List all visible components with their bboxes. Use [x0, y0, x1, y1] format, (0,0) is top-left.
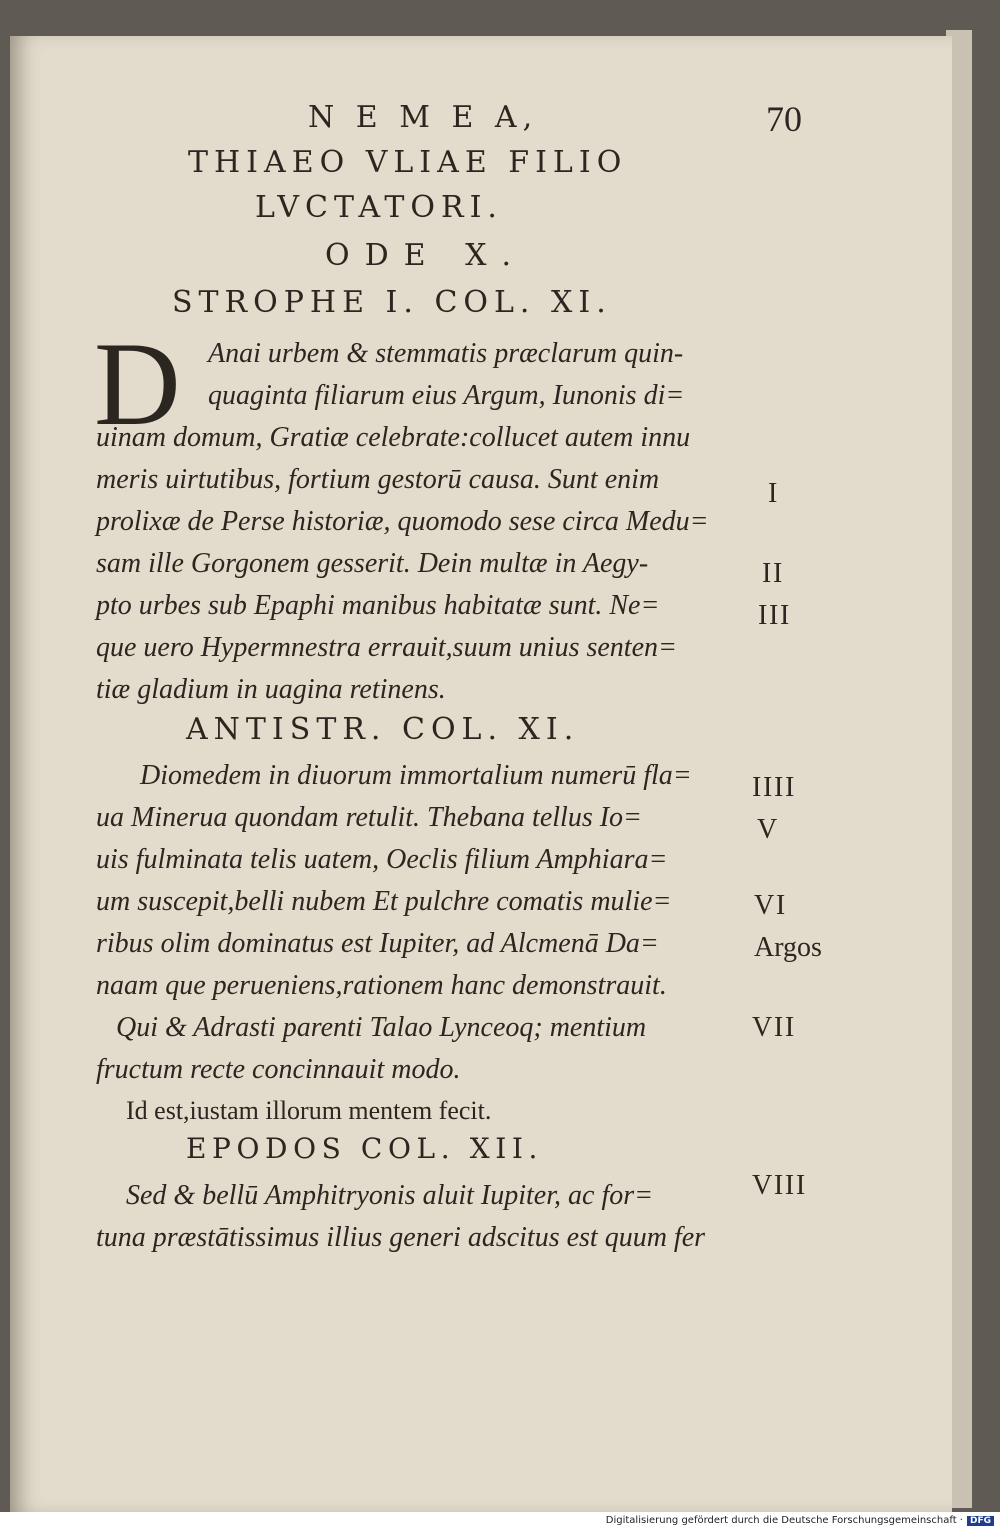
- antistrophe-line: um suscepit,belli nubem Et pulchre comatis mulie=: [96, 886, 672, 917]
- strophe-line: meris uirtutibus, fortium gestorū causa. Sunt enim: [96, 464, 660, 495]
- strophe-line: uinam domum, Gratiæ celebrate:collucet autem innu: [96, 422, 691, 453]
- antistrophe-line: uis fulminata telis uatem, Oeclis filium Amphiara=: [96, 844, 668, 875]
- margin-note: II: [762, 558, 785, 589]
- margin-note: VII: [752, 1012, 796, 1043]
- strophe-line: sam ille Gorgonem gesserit. Dein multæ in Aegy-: [96, 548, 649, 579]
- margin-note: IIII: [752, 772, 797, 803]
- epodos-heading: EPODOS COL. XII.: [186, 1132, 544, 1165]
- epodos-line: Sed & bellū Amphitryonis aluit Iupiter, ac for=: [126, 1180, 654, 1211]
- margin-note: V: [757, 814, 779, 845]
- strophe-line: que uero Hypermnestra errauit,suum unius senten=: [96, 632, 677, 663]
- margin-note: Argos: [754, 932, 822, 963]
- ode-heading: ODE X.: [325, 238, 526, 273]
- margin-note: VI: [754, 890, 787, 921]
- title-line-1: THIAEO VLIAE FILIO: [188, 145, 628, 180]
- antistrophe-heading: ANTISTR. COL. XI.: [186, 712, 580, 747]
- strophe-line: prolixæ de Perse historiæ, quomodo sese circa Medu=: [96, 506, 709, 537]
- strophe-line: tiæ gladium in uagina retinens.: [96, 674, 446, 705]
- dfg-logo: DFG: [967, 1516, 994, 1526]
- digitization-footer: [606, 1515, 994, 1526]
- page-number: 70: [766, 99, 802, 139]
- strophe-line: pto urbes sub Epaphi manibus habitatæ sunt. Ne=: [96, 590, 660, 621]
- antistrophe-line: ua Minerua quondam retulit. Thebana tellus Io=: [96, 802, 642, 833]
- antistrophe-line: naam que perueniens,rationem hanc demonstrauit.: [96, 970, 667, 1001]
- footer-text: Digitalisierung gefördert durch die Deutsche Forschungsgemeinschaft ·: [605, 1515, 963, 1526]
- antistrophe-line: Qui & Adrasti parenti Talao Lynceoq; mentium: [116, 1012, 647, 1043]
- gloss-line: Id est,iustam illorum mentem fecit.: [126, 1096, 492, 1125]
- margin-note: III: [758, 600, 792, 631]
- running-head: N E M E A,: [308, 100, 539, 135]
- epodos-line: tuna præstātissimus illius generi adscitus est quum fer: [96, 1222, 706, 1253]
- antistrophe-line: Diomedem in diuorum immortalium numerū fla=: [140, 760, 692, 791]
- strophe-heading: STROPHE I. COL. XI.: [172, 285, 612, 320]
- strophe-line: quaginta filiarum eius Argum, Iunonis di=: [208, 380, 685, 411]
- drop-cap: D: [94, 317, 181, 450]
- margin-note: I: [768, 478, 780, 509]
- title-line-2: LVCTATORI.: [255, 190, 503, 225]
- antistrophe-line: ribus olim dominatus est Iupiter, ad Alcmenā Da=: [96, 928, 659, 959]
- antistrophe-line: fructum recte concinnauit modo.: [96, 1054, 461, 1085]
- strophe-line: Anai urbem & stemmatis præclarum quin-: [208, 338, 684, 369]
- margin-note: VIII: [752, 1170, 807, 1201]
